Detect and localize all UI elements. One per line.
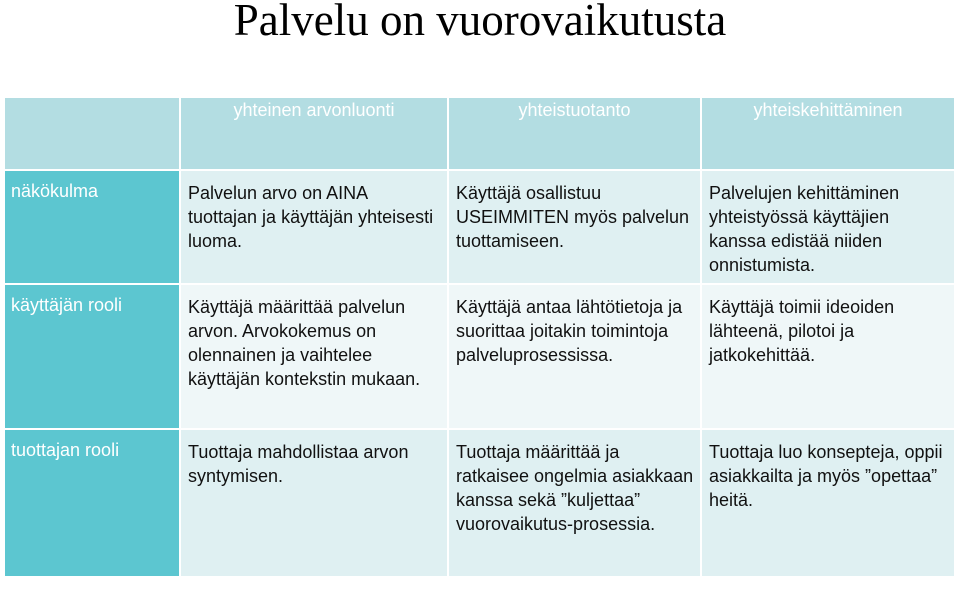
table-cell: Käyttäjä toimii ideoiden lähteenä, pilotoi ja jatkokehittää.	[702, 285, 956, 430]
table-cell: Palvelun arvo on AINA tuottajan ja käyttäjän yhteisesti luoma.	[181, 171, 449, 285]
table-cell: Tuottaja mahdollistaa arvon syntymisen.	[181, 430, 449, 578]
table-row	[5, 430, 956, 578]
table-row	[5, 285, 956, 430]
column-header-yhteiskehittaminen: yhteiskehittäminen	[702, 98, 956, 171]
row-label-tuottajan-rooli: tuottajan rooli	[5, 430, 181, 578]
table-cell: Palvelujen kehittäminen yhteistyössä käyttäjien kanssa edistää niiden onnistumista.	[702, 171, 956, 285]
table-cell: Tuottaja luo konsepteja, oppii asiakkailta ja myös ”opettaa” heitä.	[702, 430, 956, 578]
row-label-kayttajan-rooli: käyttäjän rooli	[5, 285, 181, 430]
slide-title: Palvelu on vuorovaikutusta	[233, 0, 727, 45]
column-header-yhteistuotanto: yhteistuotanto	[449, 98, 702, 171]
header-corner-cell	[5, 98, 181, 171]
table-cell: Tuottaja määrittää ja ratkaisee ongelmia asiakkaan kanssa sekä ”kuljettaa” vuorovaikutus-prosessia.	[449, 430, 702, 578]
column-header-yhteinen-arvonluonti: yhteinen arvonluonti	[181, 98, 449, 171]
table-cell: Käyttäjä antaa lähtötietoja ja suorittaa joitakin toimintoja palveluprosessissa.	[449, 285, 702, 430]
table-cell: Käyttäjä määrittää palvelun arvon. Arvokokemus on olennainen ja vaihtelee käyttäjän kontekstin mukaan.	[181, 285, 449, 430]
comparison-table	[5, 98, 956, 578]
row-label-nakokulma: näkökulma	[5, 171, 181, 285]
table-row	[5, 171, 956, 285]
table-header-row	[5, 98, 956, 171]
table-cell: Käyttäjä osallistuu USEIMMITEN myös palvelun tuottamiseen.	[449, 171, 702, 285]
